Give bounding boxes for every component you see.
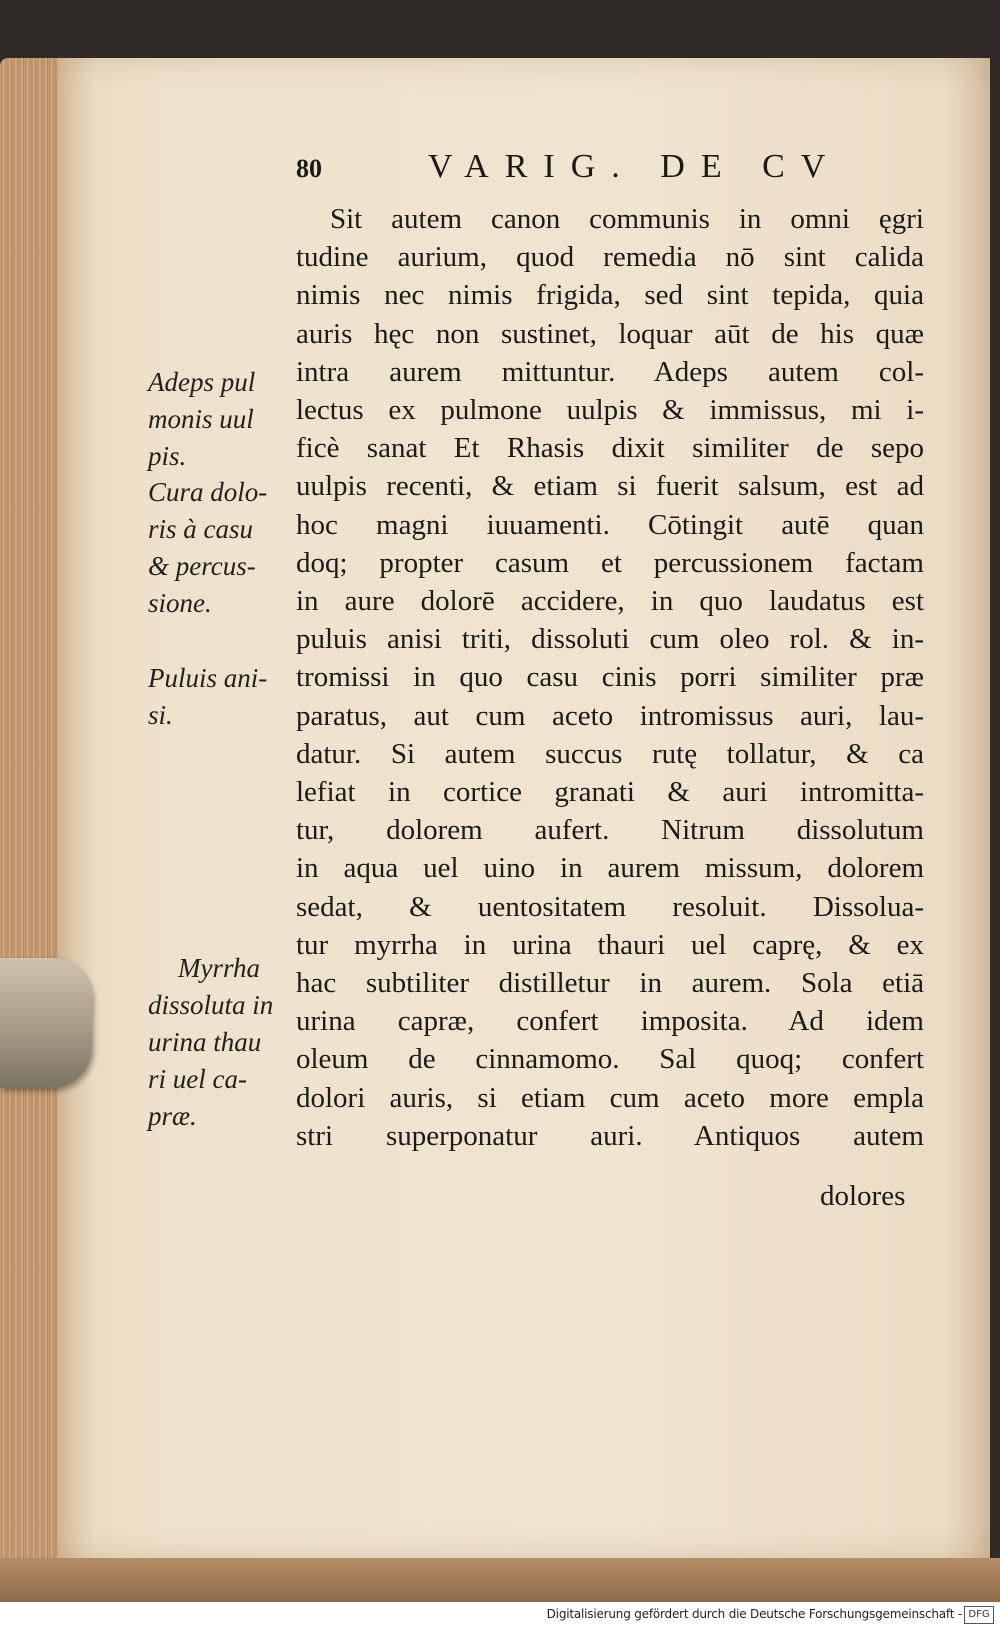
page-number: 80	[296, 154, 322, 183]
text-line: stri superponatur auri. Antiquos autem	[296, 1119, 924, 1152]
catchword: dolores	[820, 1180, 906, 1212]
margin-note	[148, 660, 288, 734]
margin-note-line: Cura dolo-	[148, 477, 268, 507]
margin-note-line: Myrrha	[178, 953, 261, 983]
text-line: datur. Si autem succus rutę tollatur, & ca	[296, 737, 924, 770]
text-line: dolori auris, si etiam cum aceto more empla	[296, 1081, 924, 1114]
footer	[0, 1602, 1000, 1627]
margin-note	[148, 364, 288, 475]
margin-note-line: monis uul	[148, 404, 254, 434]
text-line: in aqua uel uino in aurem missum, dolorem	[296, 852, 924, 885]
text-line: nimis nec nimis frigida, sed sint tepida, quia	[296, 279, 924, 312]
margin-note-line: pis.	[148, 441, 187, 471]
text-line: lectus ex pulmone uulpis & immissus, mi i-	[296, 394, 924, 427]
margin-note-line: dissoluta in	[148, 990, 274, 1020]
text-line: sedat, & uentositatem resoluit. Dissolua-	[296, 890, 924, 923]
text-line: doq; propter casum et percussionem factam	[296, 546, 924, 579]
page-bottom-edge	[0, 1558, 1000, 1602]
main-text-block	[296, 200, 924, 1155]
margin-note-line: ris à casu	[148, 514, 254, 544]
page-clip	[0, 958, 92, 1088]
footer-credit: Digitalisierung gefördert durch die Deutsche Forschungsgemeinschaft -	[546, 1607, 962, 1621]
margin-note-line: & percus-	[148, 551, 256, 581]
margin-note-line: si.	[148, 700, 173, 730]
margin-note-line: sione.	[148, 588, 212, 618]
text-line: lefiat in cortice granati & auri intromitta-	[296, 776, 924, 809]
text-line: tur, dolorem aufert. Nitrum dissolutum	[296, 814, 924, 847]
margin-note-line: urina thau	[148, 1027, 262, 1057]
margin-note-line: Adeps pul	[148, 367, 256, 397]
text-line: ficè sanat Et Rhasis dixit similiter de sepo	[296, 432, 924, 465]
page-header	[296, 148, 896, 188]
text-line: auris hęc non sustinet, loquar aūt de his quæ	[296, 317, 924, 350]
margin-note-line: ri uel ca-	[148, 1064, 247, 1094]
text-line: puluis anisi triti, dissoluti cum oleo rol. & in-	[296, 623, 924, 656]
text-line: hoc magni iuuamenti. Cōtingit autē quan	[296, 508, 924, 541]
margin-note	[148, 950, 288, 1135]
text-line: intra aurem mittuntur. Adeps autem col-	[296, 355, 924, 388]
text-line: tur myrrha in urina thauri uel caprę, & ex	[296, 928, 924, 961]
text-line: hac subtiliter distilletur in aurem. Sola etiā	[296, 967, 924, 1000]
text-line: tudine aurium, quod remedia nō sint calida	[296, 241, 924, 274]
text-line: paratus, aut cum aceto intromissus auri, lau-	[296, 699, 924, 732]
dfg-logo: DFG	[964, 1606, 994, 1624]
text-line: uulpis recenti, & etiam si fuerit salsum, est ad	[296, 470, 924, 503]
text-line: tromissi in quo casu cinis porri similiter præ	[296, 661, 924, 694]
text-line: Sit autem canon communis in omni ęgri	[330, 203, 924, 235]
margin-note-line: Puluis ani-	[148, 663, 268, 693]
text-line: urina capræ, confert imposita. Ad idem	[296, 1005, 924, 1038]
running-head: VARIG. DE CV	[428, 148, 842, 185]
margin-note-line: præ.	[148, 1101, 197, 1131]
margin-note	[148, 474, 288, 622]
text-line: in aure dolorē accidere, in quo laudatus est	[296, 585, 924, 618]
text-line: oleum de cinnamomo. Sal quoq; confert	[296, 1043, 924, 1076]
